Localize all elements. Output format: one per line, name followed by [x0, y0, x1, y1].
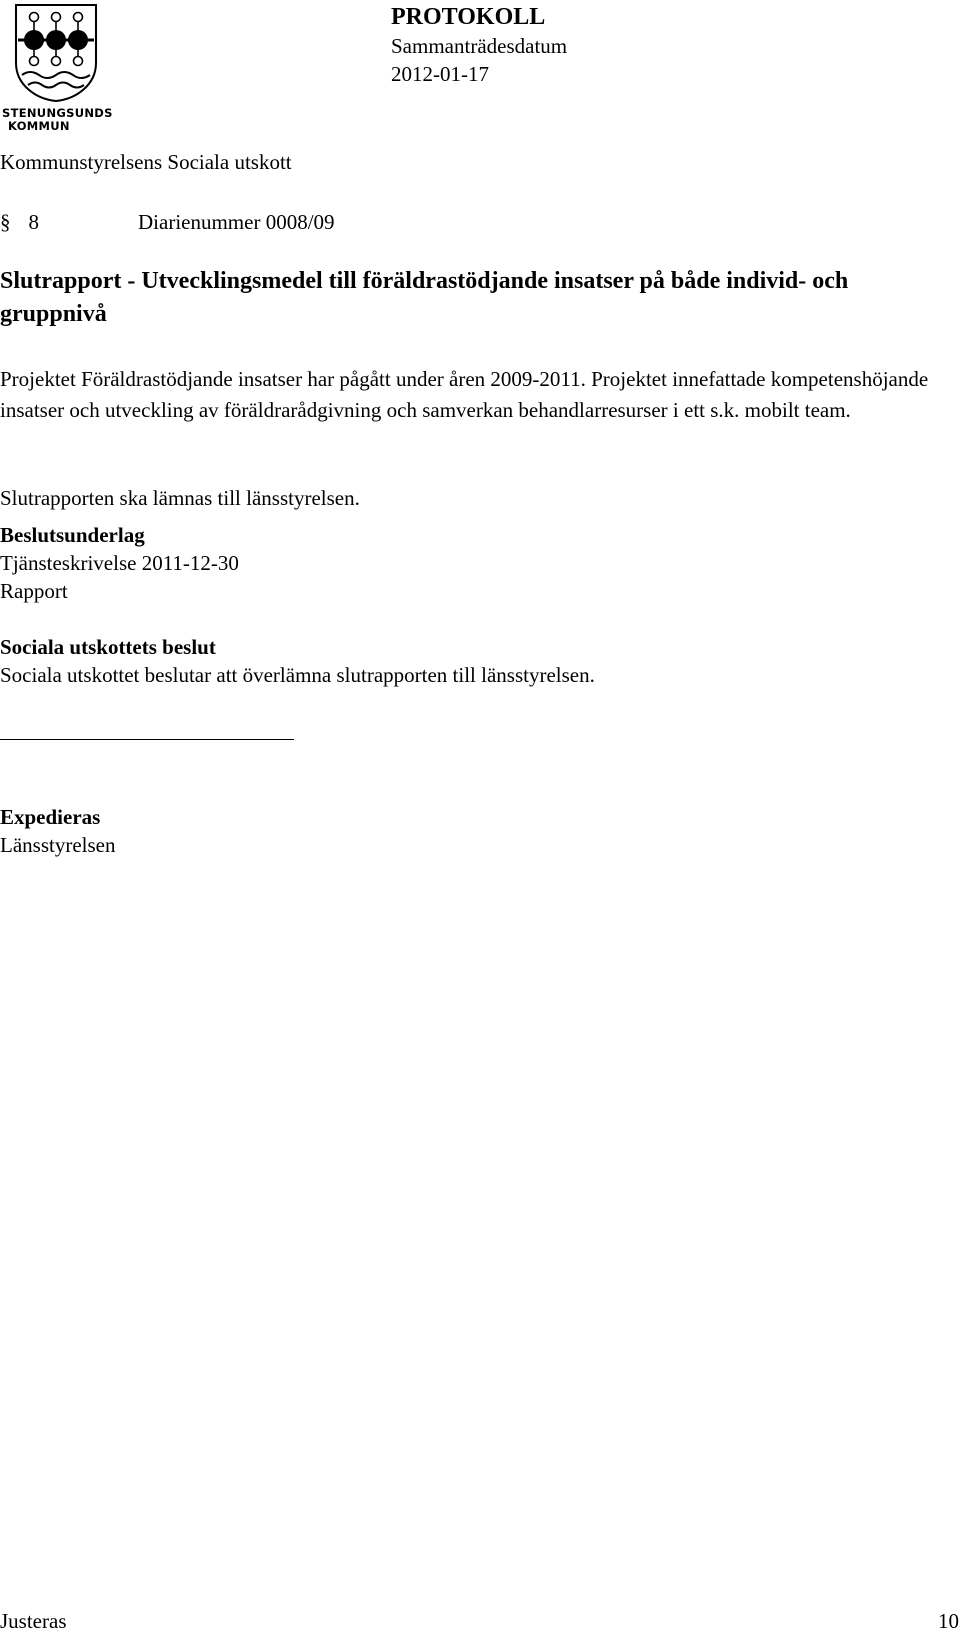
- distribution-heading: Expedieras: [0, 805, 101, 829]
- signature-rule: [0, 739, 294, 740]
- meeting-date-value: 2012-01-17: [391, 62, 489, 86]
- body-paragraph-2: Slutrapporten ska lämnas till länsstyrelsen.: [0, 486, 360, 510]
- distribution-recipient: Länsstyrelsen: [0, 833, 116, 857]
- diary-number: Diarienummer 0008/09: [138, 210, 335, 234]
- footer-justeras: Justeras: [0, 1609, 67, 1633]
- committee-name: Kommunstyrelsens Sociala utskott: [0, 150, 292, 174]
- decision-basis-item: Rapport: [0, 579, 68, 603]
- decision-text: Sociala utskottet beslutar att överlämna slutrapporten till länsstyrelsen.: [0, 663, 595, 687]
- document-type: PROTOKOLL: [391, 4, 546, 30]
- page-number: 10: [938, 1609, 959, 1633]
- paragraph-reference: [0, 209, 335, 235]
- logo-text-line2: KOMMUN: [8, 119, 70, 133]
- municipality-logo: [0, 0, 118, 134]
- decision-basis-item: Tjänsteskrivelse 2011-12-30: [0, 551, 239, 575]
- coat-of-arms-icon: [14, 3, 98, 103]
- body-paragraph-1: Projektet Föräldrastödjande insatser har pågått under åren 2009-2011. Projektet innefattade kompetenshöjande insatser och utveckling av föräldrarådgivning och samverkan behandlarresurser i ett s.k. mobilt team.: [0, 367, 929, 422]
- paragraph-number: 8: [28, 210, 39, 234]
- page-title: Slutrapport - Utvecklingsmedel till föräldrastödjande insatser på både individ- och gruppnivå: [0, 268, 849, 327]
- meeting-date-label: Sammanträdesdatum: [391, 34, 568, 58]
- logo-text-line1: STENUNGSUNDS: [2, 106, 113, 120]
- decision-basis-heading: Beslutsunderlag: [0, 523, 145, 547]
- section-symbol: §: [0, 210, 11, 234]
- decision-heading: Sociala utskottets beslut: [0, 635, 216, 659]
